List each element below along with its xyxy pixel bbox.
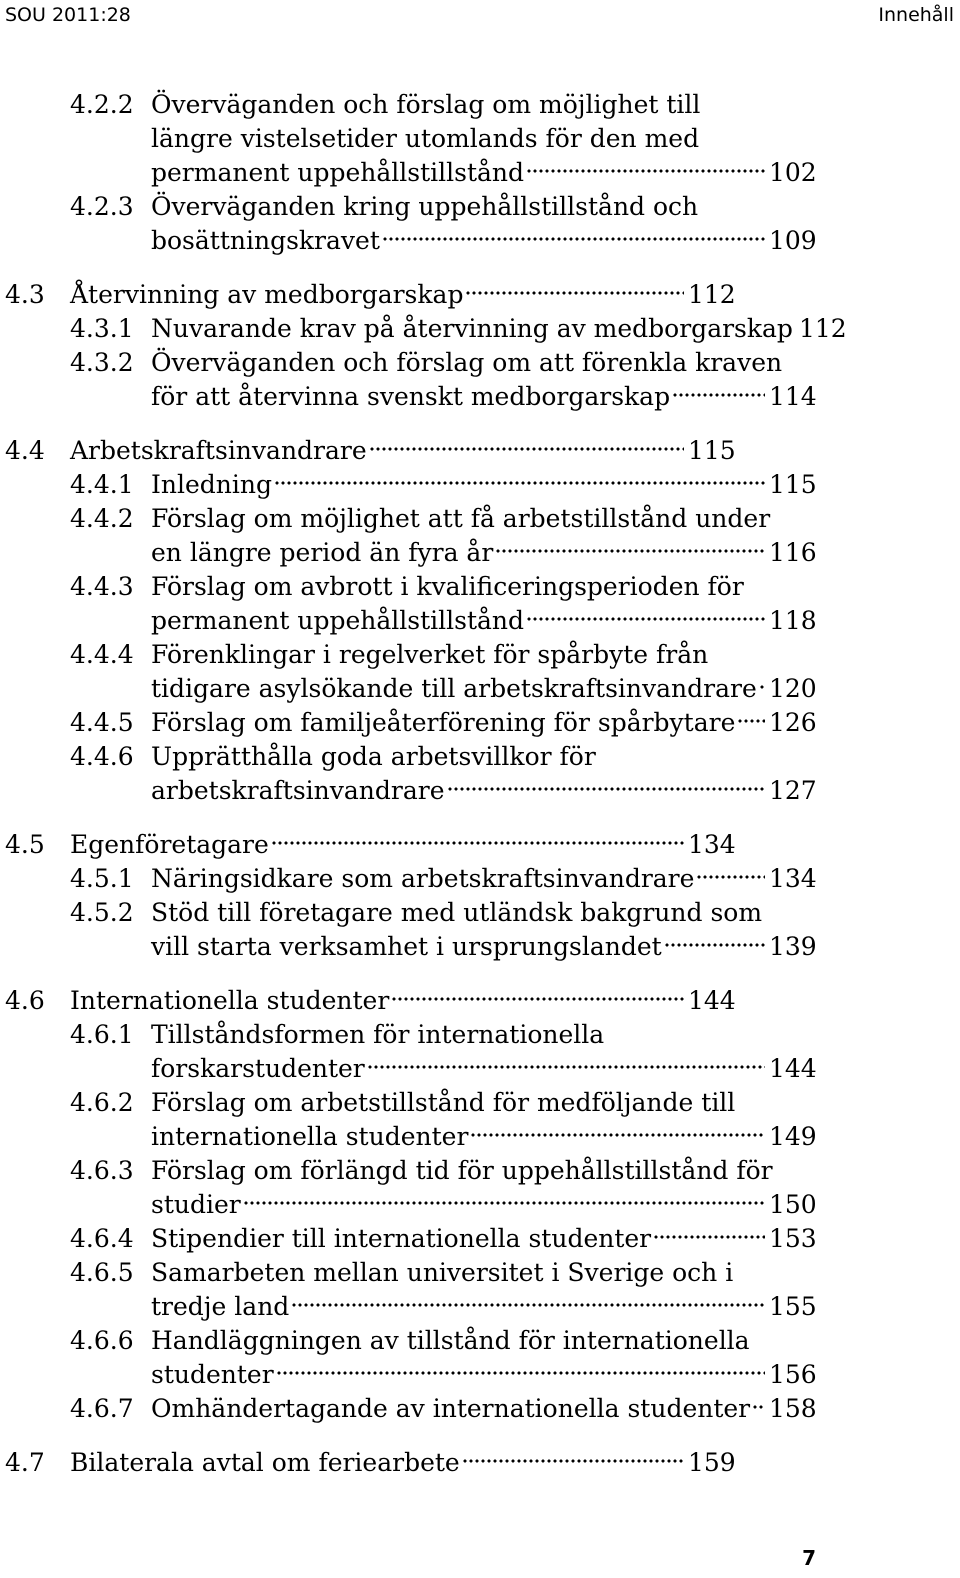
toc-entry-number: 4.3.1	[70, 314, 134, 343]
toc-entry-page: 156	[769, 1360, 817, 1389]
toc-entry-last-line	[151, 1188, 817, 1222]
toc-entry-title-line: längre vistelsetider utomlands för den med	[151, 124, 700, 153]
toc-entry-body	[70, 434, 736, 468]
toc-entry-body	[151, 740, 817, 808]
toc-entry-page: 150	[769, 1190, 817, 1219]
toc-entry-number: 4.6.6	[70, 1326, 134, 1355]
toc-entry-page: 120	[769, 674, 817, 703]
toc-entry-body	[70, 1446, 736, 1480]
toc-entry-body	[151, 638, 817, 706]
toc-entry-title-line: studenter	[151, 1360, 274, 1389]
toc-entry-title-line: Förslag om möjlighet att få arbetstillstånd under	[151, 504, 771, 533]
toc-entry[interactable]	[0, 190, 960, 258]
toc-entry-title-line: Återvinning av medborgarskap	[70, 280, 464, 309]
toc-entry-number: 4.6.2	[70, 1088, 134, 1117]
toc-entry[interactable]	[0, 502, 960, 570]
dot-leader	[737, 717, 765, 725]
toc-entry-page: 149	[769, 1122, 817, 1151]
toc-entry-title-line: Näringsidkare som arbetskraftsinvandrare	[151, 864, 695, 893]
toc-entry-title-line: Överväganden kring uppehållstillstånd och	[151, 192, 699, 221]
toc-entry-title-line: Internationella studenter	[70, 986, 390, 1015]
toc-entry-number: 4.6	[5, 986, 45, 1015]
toc-entry-title-line: Överväganden och förslag om att förenkla kraven	[151, 348, 783, 377]
toc-entry[interactable]	[0, 434, 960, 468]
dot-leader	[664, 941, 765, 949]
toc-entry-title-line: Förenklingar i regelverket för spårbyte från	[151, 640, 709, 669]
toc-entry-number: 4.4.3	[70, 572, 134, 601]
toc-entry-title-line: Omhändertagande av internationella studenter	[151, 1394, 751, 1423]
toc-entry-title-line: studier	[151, 1190, 241, 1219]
toc-entry-page: 126	[769, 708, 817, 737]
toc-entry-title-line: för att återvinna svenskt medborgarskap	[151, 382, 671, 411]
toc-entry[interactable]	[0, 1324, 960, 1392]
toc-entry[interactable]	[0, 862, 960, 896]
toc-entry-last-line	[70, 278, 736, 312]
toc-entry-title-line: Upprätthålla goda arbetsvillkor för	[151, 742, 596, 771]
dot-leader	[653, 1233, 765, 1241]
toc-entry-number: 4.4.5	[70, 708, 134, 737]
toc-entry-number: 4.6.4	[70, 1224, 134, 1253]
toc-entry-number: 4.6.5	[70, 1258, 134, 1287]
toc-entry-body	[151, 862, 817, 896]
toc-entry[interactable]	[0, 1154, 960, 1222]
toc-entry-title-line: tredje land	[151, 1292, 290, 1321]
toc-entry[interactable]	[0, 346, 960, 414]
dot-leader	[367, 1063, 765, 1071]
toc-entry-last-line	[151, 1120, 817, 1154]
toc-entry[interactable]	[0, 88, 960, 190]
toc-entry-page: 158	[769, 1394, 817, 1423]
toc-entry-number: 4.4.2	[70, 504, 134, 533]
toc-entry-last-line	[151, 224, 817, 258]
toc-entry-body	[151, 1086, 817, 1154]
toc-entry-page: 144	[769, 1054, 817, 1083]
toc-entry-last-line	[151, 468, 817, 502]
toc-entry-title-line: Handläggningen av tillstånd för internationella	[151, 1326, 750, 1355]
toc-entry-title-line: vill starta verksamhet i ursprungslandet	[151, 932, 662, 961]
dot-leader	[752, 1403, 765, 1411]
toc-entry-page: 134	[769, 864, 817, 893]
section-title: Innehåll	[878, 4, 954, 26]
toc-entry-title-line: Stipendier till internationella studenter	[151, 1224, 652, 1253]
toc-entry-title-line: internationella studenter	[151, 1122, 469, 1151]
page-number: 7	[802, 1546, 816, 1570]
toc-entry[interactable]	[0, 984, 960, 1018]
toc-entry-body	[151, 1392, 817, 1426]
toc-entry-body	[70, 828, 736, 862]
toc-entry-last-line	[151, 1052, 817, 1086]
toc-entry-last-line	[151, 862, 817, 896]
toc-entry-number: 4.5.1	[70, 864, 134, 893]
toc-entry-title-line: Överväganden och förslag om möjlighet till	[151, 90, 701, 119]
dot-leader	[243, 1199, 765, 1207]
toc-entry-last-line	[151, 312, 847, 346]
page-header	[0, 4, 960, 30]
toc-entry-number: 4.2.3	[70, 192, 134, 221]
toc-entry[interactable]	[0, 638, 960, 706]
toc-entry-body	[151, 346, 817, 414]
toc-entry-last-line	[151, 1358, 817, 1392]
dot-leader	[391, 995, 684, 1003]
toc-entry-title-line: arbetskraftsinvandrare	[151, 776, 445, 805]
toc-entry-last-line	[70, 1446, 736, 1480]
dot-leader	[276, 1369, 765, 1377]
dot-leader	[672, 391, 765, 399]
toc-entry-page: 116	[769, 538, 817, 567]
toc-entry-last-line	[151, 706, 817, 740]
toc-entry-body	[151, 896, 817, 964]
toc-entry-last-line	[70, 984, 736, 1018]
toc-entry-title-line: Nuvarande krav på återvinning av medborgarskap	[151, 314, 793, 343]
toc-entry[interactable]	[0, 278, 960, 312]
toc-entry-page: 134	[688, 830, 736, 859]
toc-entry-title-line: Förslag om avbrott i kvalificeringsperioden för	[151, 572, 744, 601]
toc-entry[interactable]	[0, 1446, 960, 1480]
toc-entry-number: 4.4.4	[70, 640, 134, 669]
toc-entry-title-line: permanent uppehållstillstånd	[151, 158, 524, 187]
toc-entry-title-line: Inledning	[151, 470, 272, 499]
toc-entry-number: 4.4.1	[70, 470, 134, 499]
toc-entry-title-line: Förslag om familjeåterförening för spårbytare	[151, 708, 736, 737]
toc-entry-page: 109	[769, 226, 817, 255]
toc-entry-last-line	[151, 774, 817, 808]
toc-entry-number: 4.2.2	[70, 90, 134, 119]
toc-entry-body	[151, 312, 847, 346]
toc-entry-number: 4.4.6	[70, 742, 134, 771]
toc-entry-body	[151, 706, 817, 740]
dot-leader	[465, 289, 684, 297]
dot-leader	[271, 839, 684, 847]
toc-entry[interactable]	[0, 312, 960, 346]
toc-entry-number: 4.5.2	[70, 898, 134, 927]
dot-leader	[462, 1457, 684, 1465]
toc-entry-body	[151, 468, 817, 502]
toc-entry-title-line: tidigare asylsökande till arbetskraftsinvandrare	[151, 674, 757, 703]
dot-leader	[382, 235, 765, 243]
toc-entry-body	[151, 1256, 817, 1324]
toc-entry-number: 4.4	[5, 436, 45, 465]
toc-entry-number: 4.3	[5, 280, 45, 309]
dot-leader	[369, 445, 684, 453]
toc-entry-body	[151, 1324, 817, 1392]
toc-entry-page: 159	[688, 1448, 736, 1477]
toc-entry[interactable]	[0, 706, 960, 740]
toc-entry[interactable]	[0, 1018, 960, 1086]
toc-entry-page: 139	[769, 932, 817, 961]
toc-entry-page: 112	[688, 280, 736, 309]
toc-entry-body	[151, 190, 817, 258]
toc-entry-last-line	[151, 536, 817, 570]
toc-entry-last-line	[151, 380, 817, 414]
toc-entry-last-line	[151, 604, 817, 638]
toc-entry-page: 112	[798, 314, 847, 343]
toc-entry-page: 155	[769, 1292, 817, 1321]
report-id: SOU 2011:28	[5, 4, 131, 26]
dot-leader	[495, 547, 765, 555]
toc-entry-body	[151, 570, 817, 638]
toc-entry[interactable]	[0, 1086, 960, 1154]
toc-entry[interactable]	[0, 740, 960, 808]
toc-entry-title-line: en längre period än fyra år	[151, 538, 494, 567]
toc-entry-title-line: Samarbeten mellan universitet i Sverige och i	[151, 1258, 734, 1287]
toc-entry-number: 4.3.2	[70, 348, 134, 377]
toc-entry-title-line: permanent uppehållstillstånd	[151, 606, 524, 635]
toc-entry-body	[151, 88, 817, 190]
toc-entry-page: 153	[769, 1224, 817, 1253]
toc-entry-body	[151, 1222, 817, 1256]
toc-entry-body	[151, 1154, 817, 1222]
toc-entry-title-line: bosättningskravet	[151, 226, 380, 255]
toc-entry-last-line	[151, 156, 817, 190]
toc-entry-number: 4.6.1	[70, 1020, 134, 1049]
toc-entry-body	[151, 502, 817, 570]
toc-entry[interactable]	[0, 896, 960, 964]
toc-entry-title-line: Tillståndsformen för internationella	[151, 1020, 605, 1049]
toc-entry-title-line: forskarstudenter	[151, 1054, 365, 1083]
toc-entry-last-line	[70, 828, 736, 862]
toc-entry-page: 102	[769, 158, 817, 187]
toc-entry[interactable]	[0, 468, 960, 502]
toc-entry-last-line	[151, 1392, 817, 1426]
toc-entry-number: 4.6.3	[70, 1156, 134, 1185]
toc-entry-page: 118	[769, 606, 817, 635]
dot-leader	[470, 1131, 765, 1139]
toc-entry-title-line: Förslag om förlängd tid för uppehållstillstånd för	[151, 1156, 773, 1185]
toc-entry-title-line: Förslag om arbetstillstånd för medföljande till	[151, 1088, 736, 1117]
toc-entry-page: 115	[769, 470, 817, 499]
toc-entry-last-line	[151, 930, 817, 964]
dot-leader	[526, 615, 765, 623]
toc-entry-title-line: Bilaterala avtal om feriearbete	[70, 1448, 460, 1477]
toc-entry-number: 4.7	[5, 1448, 45, 1477]
dot-leader	[447, 785, 766, 793]
toc-entry-last-line	[151, 1222, 817, 1256]
toc-entry-title-line: Arbetskraftsinvandrare	[70, 436, 367, 465]
toc-entry-number: 4.6.7	[70, 1394, 134, 1423]
dot-leader	[696, 873, 765, 881]
toc-entry-last-line	[70, 434, 736, 468]
toc-entry-body	[70, 984, 736, 1018]
toc-entry-title-line: Stöd till företagare med utländsk bakgrund som	[151, 898, 763, 927]
toc-entry[interactable]	[0, 1256, 960, 1324]
toc-entry-page: 114	[769, 382, 817, 411]
toc-entry[interactable]	[0, 1222, 960, 1256]
dot-leader	[759, 683, 765, 691]
toc-entry-page: 127	[769, 776, 817, 805]
dot-leader	[526, 167, 765, 175]
toc-entry[interactable]	[0, 828, 960, 862]
toc-entry-body	[151, 1018, 817, 1086]
toc-entry-last-line	[151, 1290, 817, 1324]
dot-leader	[291, 1301, 765, 1309]
toc-entry-title-line: Egenföretagare	[70, 830, 269, 859]
toc-entry-last-line	[151, 672, 817, 706]
toc-entry-page: 144	[688, 986, 736, 1015]
table-of-contents	[0, 88, 960, 1480]
toc-entry[interactable]	[0, 570, 960, 638]
toc-entry-body	[70, 278, 736, 312]
dot-leader	[274, 479, 765, 487]
toc-entry-page: 115	[688, 436, 736, 465]
toc-entry-number: 4.5	[5, 830, 45, 859]
toc-entry[interactable]	[0, 1392, 960, 1426]
